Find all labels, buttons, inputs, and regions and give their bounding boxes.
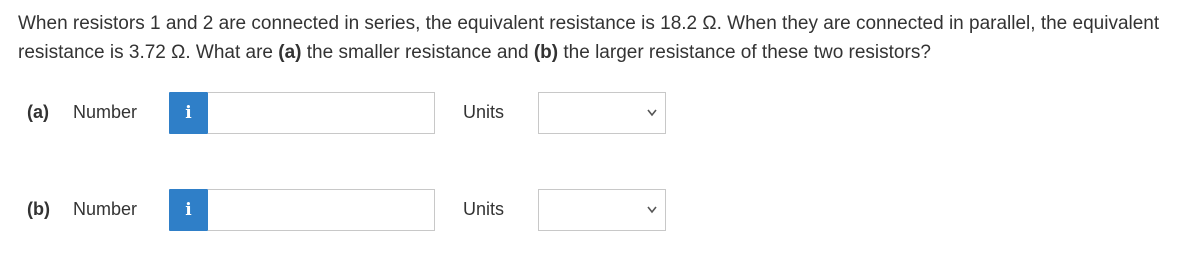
- info-icon[interactable]: i: [169, 189, 208, 231]
- question-text-part1: When resistors 1 and 2 are connected in series, the equivalent resistance is 18.2 Ω. When they are connected in parallel, the equivalent resistance is 3.72 Ω. What are: [18, 13, 1160, 63]
- question-text-part3: the larger resistance of these two resistors?: [558, 42, 931, 63]
- question-text-part2: the smaller resistance and: [301, 42, 534, 63]
- part-label-a: (a): [27, 102, 49, 122]
- units-select-a[interactable]: [538, 92, 666, 134]
- number-input-b[interactable]: [208, 189, 435, 231]
- info-icon[interactable]: i: [169, 92, 208, 134]
- number-input-a[interactable]: [208, 92, 435, 134]
- units-label-b: Units: [463, 199, 505, 219]
- question-label-a: (a): [278, 42, 302, 63]
- chevron-down-icon: [646, 106, 658, 120]
- question-text: [18, 9, 1183, 67]
- number-label-a: Number: [73, 102, 138, 122]
- part-label-b: (b): [27, 199, 50, 219]
- number-label-b: Number: [73, 199, 138, 219]
- answer-row-b: [0, 188, 1200, 232]
- answer-row-a: [0, 91, 1200, 135]
- question-label-b: (b): [533, 42, 559, 63]
- chevron-down-icon: [646, 203, 658, 217]
- units-select-b[interactable]: [538, 189, 666, 231]
- units-label-a: Units: [463, 102, 505, 122]
